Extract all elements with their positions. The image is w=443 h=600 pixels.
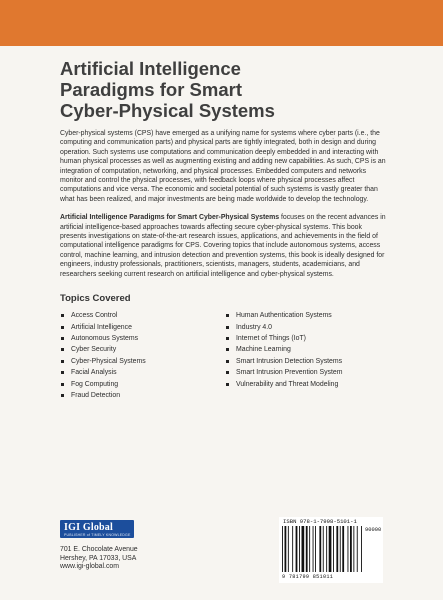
- topics-list: [60, 310, 390, 401]
- barcode-bar: [353, 526, 354, 572]
- barcode-price-code: 90000: [365, 527, 382, 533]
- isbn-barcode: [279, 517, 383, 583]
- description-paragraph-2-text: focuses on the recent advances in artificial intelligence-based approaches towards affecting secure cyber-physical systems. This book presents investigations on state-of-the-art research issues, applications, and achievements in the field of computational intelligence paradigms for CPS. Covering topics that include autonomous systems, access control, machine learning, and intrusion detection and prevention systems, this book is ideally designed for engineers, industry professionals, practitioners, scientists, managers, students, academicians, and researchers seeking current research on artificial intelligence and cyber-physical systems.: [60, 214, 386, 278]
- topic-item: [60, 333, 225, 344]
- publisher-logo-tagline: PUBLISHER of TIMELY KNOWLEDGE: [64, 533, 131, 537]
- barcode-bar: [302, 526, 305, 572]
- description-paragraph-1: Cyber-physical systems (CPS) have emerged as a unifying name for systems where cyber parts (i.e., the computing and communication parts) and physical parts are tightly integrated, both in design and during operation. Such systems use computations and communication deeply embedded in and interacting with human physical processes as well as augmenting existing and adding new capabilities. As such, CPS is an integration of computation, networking, and physical processes. Embedded computers and networks monitor and control the physical processes, with feedback loops where physical processes affect computations and vice versa. The economic and societal potential of such systems is vastly greater than what has been realized, and major investments are being made worldwide to develop the technology.: [60, 130, 386, 203]
- book-title-inline: Artificial Intelligence Paradigms for Smart Cyber-Physical Systems: [60, 214, 280, 222]
- barcode-bar: [288, 526, 289, 572]
- bullet-icon: [61, 371, 64, 374]
- bullet-icon: [226, 383, 229, 386]
- topic-item: [225, 322, 390, 333]
- barcode-bar: [326, 526, 327, 572]
- barcode-bar: [342, 526, 344, 572]
- topic-item: [60, 379, 225, 390]
- bullet-icon: [226, 348, 229, 351]
- back-cover-content: [60, 58, 390, 401]
- topic-label: Smart Intrusion Detection Systems: [236, 357, 343, 365]
- publisher-logo: [60, 520, 134, 538]
- barcode-bar: [309, 526, 310, 572]
- address-line: Hershey, PA 17033, USA: [60, 554, 137, 562]
- barcode-bar: [336, 526, 338, 572]
- barcode-bar: [306, 526, 308, 572]
- book-title: [60, 58, 390, 121]
- topic-label: Access Control: [71, 312, 118, 320]
- topic-item: [225, 379, 390, 390]
- topic-item: [60, 322, 225, 333]
- isbn-text: ISBN 978-1-7998-5101-1: [283, 518, 357, 525]
- barcode-bar: [299, 526, 300, 572]
- barcode-bar: [357, 526, 358, 572]
- title-line: Paradigms for Smart: [60, 79, 242, 100]
- bullet-icon: [226, 371, 229, 374]
- topic-label: Smart Intrusion Prevention System: [236, 369, 343, 377]
- barcode-bar: [285, 526, 287, 572]
- publisher-address: [60, 546, 210, 572]
- topic-label: Machine Learning: [236, 346, 291, 354]
- topic-item: [225, 310, 390, 321]
- topic-label: Human Authentication Systems: [236, 312, 332, 320]
- barcode-bar: [315, 526, 316, 572]
- barcode-bar: [361, 526, 362, 572]
- topic-label: Facial Analysis: [71, 369, 117, 377]
- bullet-icon: [61, 383, 64, 386]
- address-line: www.igi-global.com: [60, 563, 119, 571]
- bullet-icon: [61, 348, 64, 351]
- address-line: 701 E. Chocolate Avenue: [60, 546, 138, 553]
- bullet-icon: [226, 360, 229, 363]
- description-paragraph-2: [60, 213, 390, 279]
- bullet-icon: [61, 326, 64, 329]
- topic-label: Cyber-Physical Systems: [71, 357, 146, 365]
- topic-item: [60, 310, 225, 321]
- bullet-icon: [61, 394, 64, 397]
- bullet-icon: [61, 314, 64, 317]
- barcode-bar: [313, 526, 314, 572]
- topic-label: Internet of Things (IoT): [236, 334, 306, 342]
- top-color-band: [0, 0, 443, 46]
- barcode-bar: [319, 526, 321, 572]
- topic-label: Fog Computing: [71, 380, 119, 388]
- topic-item: [60, 344, 225, 355]
- bullet-icon: [226, 326, 229, 329]
- title-line: Artificial Intelligence: [60, 58, 241, 79]
- topic-label: Industry 4.0: [236, 323, 273, 331]
- topic-item: [225, 344, 390, 355]
- topic-label: Fraud Detection: [71, 391, 121, 399]
- barcode-bar: [333, 526, 334, 572]
- topic-item: [225, 367, 390, 378]
- publisher-logo-text: IGI Global: [64, 522, 113, 533]
- barcode-bar: [323, 526, 324, 572]
- title-line: Cyber-Physical Systems: [60, 100, 275, 121]
- topic-item: [60, 367, 225, 378]
- topic-label: Vulnerability and Threat Modeling: [236, 380, 339, 388]
- topic-item: [60, 390, 225, 401]
- bullet-icon: [226, 337, 229, 340]
- publisher-block: [60, 520, 210, 572]
- bullet-icon: [226, 314, 229, 317]
- topics-column-right: [225, 310, 390, 401]
- barcode-bar: [340, 526, 341, 572]
- barcode-digits: 9 781799 851011: [282, 574, 334, 580]
- topics-heading: Topics Covered: [60, 293, 131, 305]
- barcode-bar: [350, 526, 352, 572]
- bullet-icon: [61, 337, 64, 340]
- barcode-bar: [282, 526, 283, 572]
- barcode-bar: [292, 526, 293, 572]
- topics-column-left: [60, 310, 225, 401]
- topic-label: Autonomous Systems: [71, 334, 139, 342]
- barcode-bar: [296, 526, 298, 572]
- barcode-bar: [329, 526, 332, 572]
- topic-item: [60, 356, 225, 367]
- topic-label: Artificial Intelligence: [71, 323, 132, 331]
- barcode-bars: [281, 526, 363, 574]
- topic-item: [225, 333, 390, 344]
- topic-label: Cyber Security: [71, 346, 117, 354]
- topic-item: [225, 356, 390, 367]
- barcode-bar: [348, 526, 349, 572]
- bullet-icon: [61, 360, 64, 363]
